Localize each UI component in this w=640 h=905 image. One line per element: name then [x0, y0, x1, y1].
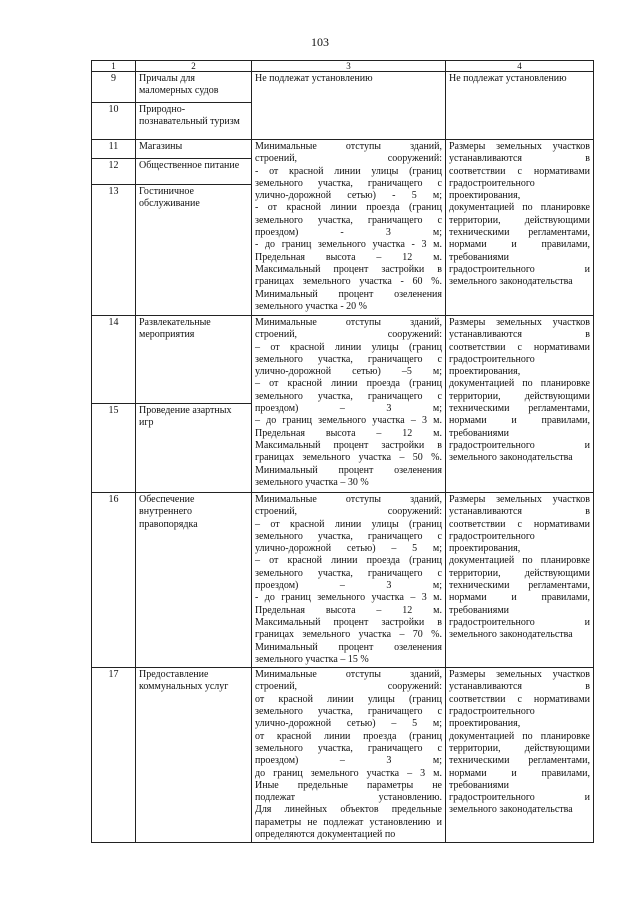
row-number: 17	[92, 668, 136, 843]
text-line: требованиями	[449, 604, 510, 616]
text-line: Максимальный процент застройки в	[255, 439, 442, 451]
row-land-size	[446, 140, 594, 316]
text-line: нормами и правилами,	[449, 592, 590, 604]
text-line: Размеры земельных участков	[449, 317, 590, 328]
text-line: требованиями	[449, 251, 510, 263]
text-line: строений, сооружений:	[255, 681, 442, 693]
text-line: проездом) – 3 м;	[255, 403, 442, 415]
land-use-table	[91, 60, 594, 843]
text-line: земельного участка, граничащего с	[255, 706, 442, 718]
text-line: Для линейных объектов предельные	[255, 804, 442, 816]
text-line: Размеры земельных участков	[449, 494, 590, 505]
text-line: границах земельного участка – 70 %.	[255, 629, 442, 641]
text-line: улично-дорожной сетью) –5 м;	[255, 366, 442, 378]
text-line: проездом) - 3 м;	[255, 227, 442, 239]
text-line: устанавливаются в	[449, 681, 590, 693]
text-line: Минимальный процент озеленения	[255, 288, 442, 300]
row-name: Причалы для маломерных судов	[136, 72, 252, 103]
text-line: Максимальный процент застройки в	[255, 263, 442, 275]
text-line: требованиями	[449, 779, 510, 791]
text-line: до границ земельного участка – 3 м.	[255, 767, 442, 779]
row-params	[252, 316, 446, 493]
text-line: документацией по планировке	[449, 730, 590, 742]
row-land-size: Не подлежат установлению	[446, 72, 594, 140]
text-line: строений, сооружений:	[255, 506, 442, 518]
text-line: градостроительного	[449, 706, 535, 718]
text-line: проектирования,	[449, 366, 521, 378]
text-line: земельного участка, граничащего с	[255, 177, 442, 189]
text-line: документацией по планировке	[449, 378, 590, 390]
text-line: градостроительного и	[449, 616, 590, 628]
text-line: устанавливаются в	[449, 329, 590, 341]
text-line: устанавливаются в	[449, 506, 590, 518]
row-land-size	[446, 316, 594, 493]
table-row	[92, 316, 594, 404]
row-name: Предоставление коммунальных услуг	[136, 668, 252, 843]
table-row	[92, 140, 594, 159]
text-line: земельного участка – 30 %	[255, 476, 369, 488]
text-line: соответствии с нормативами	[449, 165, 590, 177]
text-line: проектирования,	[449, 718, 521, 730]
text-line: земельного участка, граничащего с	[255, 214, 442, 226]
text-line: – от красной линии улицы (границ	[255, 518, 442, 530]
text-line: подлежат установлению.	[255, 792, 442, 804]
text-line: устанавливаются в	[449, 153, 590, 165]
page-number: 103	[311, 35, 329, 49]
text-line: проездом) – 3 м;	[255, 755, 442, 767]
table-row	[92, 668, 594, 843]
text-line: градостроительного	[449, 353, 535, 365]
table-header-row	[92, 61, 594, 72]
text-line: соответствии с нормативами	[449, 518, 590, 530]
text-line: земельного законодательства	[449, 804, 573, 816]
text-line: территории, действующими	[449, 742, 590, 754]
text-line: от красной линии проезда (границ	[255, 730, 442, 742]
text-line: земельного законодательства	[449, 629, 573, 641]
row-number: 12	[92, 159, 136, 185]
text-line: улично-дорожной сетью) – 5 м;	[255, 543, 442, 555]
text-line: градостроительного	[449, 530, 535, 542]
row-params	[252, 668, 446, 843]
text-line: – от красной линии проезда (границ	[255, 378, 442, 390]
row-name: Гостиничное обслуживание	[136, 185, 252, 316]
row-land-size	[446, 668, 594, 843]
text-line: территории, действующими	[449, 567, 590, 579]
text-line: территории, действующими	[449, 214, 590, 226]
text-line: земельного участка - 20 %	[255, 300, 367, 312]
row-params: Не подлежат установлению	[252, 72, 446, 140]
text-line: документацией по планировке	[449, 555, 590, 567]
row-name: Проведение азартных игр	[136, 404, 252, 493]
row-number: 14	[92, 316, 136, 404]
text-line: техническими регламентами,	[449, 580, 590, 592]
text-line: параметры не подлежат установлению и	[255, 816, 442, 828]
text-line: Максимальный процент застройки в	[255, 616, 442, 628]
text-line: - до границ земельного участка – 3 м.	[255, 592, 442, 604]
table-row	[92, 493, 594, 668]
text-line: градостроительного и	[449, 263, 590, 275]
text-line: техническими регламентами,	[449, 403, 590, 415]
text-line: градостроительного	[449, 177, 535, 189]
row-name: Развлекательные мероприятия	[136, 316, 252, 404]
text-line: Размеры земельных участков	[449, 669, 590, 681]
text-line: Минимальный процент озеленения	[255, 641, 442, 653]
text-line: нормами и правилами,	[449, 767, 590, 779]
text-line: земельного законодательства	[449, 452, 573, 464]
text-line: проектирования,	[449, 190, 521, 202]
text-line: границах земельного участка - 60 %.	[255, 276, 442, 288]
text-line: Предельная высота – 12 м.	[255, 427, 442, 439]
text-line: градостроительного и	[449, 439, 590, 451]
row-number: 16	[92, 493, 136, 668]
text-line: – от красной линии улицы (границ	[255, 341, 442, 353]
text-line: земельного участка, граничащего с	[255, 567, 442, 579]
text-line: - от красной линии улицы (границ	[255, 165, 442, 177]
header-cell: 2	[136, 61, 252, 72]
text-line: Минимальный процент озеленения	[255, 464, 442, 476]
text-line: улично-дорожной сетью) - 5 м;	[255, 190, 442, 202]
text-line: нормами и правилами,	[449, 415, 590, 427]
text-line: Предельная высота – 12 м.	[255, 251, 442, 263]
row-number: 13	[92, 185, 136, 316]
text-line: градостроительного и	[449, 792, 590, 804]
row-number: 9	[92, 72, 136, 103]
row-number: 11	[92, 140, 136, 159]
text-line: земельного участка, граничащего с	[255, 742, 442, 754]
text-line: нормами и правилами,	[449, 239, 590, 251]
text-line: проектирования,	[449, 543, 521, 555]
text-line: документацией по планировке	[449, 202, 590, 214]
text-line: строений, сооружений:	[255, 153, 442, 165]
text-line: Минимальные отступы зданий,	[255, 141, 442, 152]
text-line: техническими регламентами,	[449, 755, 590, 767]
text-line: Иные предельные параметры не	[255, 779, 442, 791]
header-cell: 3	[252, 61, 446, 72]
text-line: Минимальные отступы зданий,	[255, 317, 442, 328]
text-line: - до границ земельного участка - 3 м.	[255, 239, 442, 251]
text-line: улично-дорожной сетью) – 5 м;	[255, 718, 442, 730]
table-row	[92, 72, 594, 103]
text-line: земельного участка, граничащего с	[255, 390, 442, 402]
text-line: земельного законодательства	[449, 276, 573, 288]
text-line: – от красной линии проезда (границ	[255, 555, 442, 567]
text-line: соответствии с нормативами	[449, 341, 590, 353]
header-cell: 1	[92, 61, 136, 72]
row-land-size	[446, 493, 594, 668]
text-line: границах земельного участка – 50 %.	[255, 452, 442, 464]
text-line: строений, сооружений:	[255, 329, 442, 341]
text-line: - от красной линии проезда (границ	[255, 202, 442, 214]
text-line: Минимальные отступы зданий,	[255, 494, 442, 505]
text-line: Минимальные отступы зданий,	[255, 669, 442, 681]
text-line: Предельная высота – 12 м.	[255, 604, 442, 616]
header-cell: 4	[446, 61, 594, 72]
text-line: проездом) – 3 м;	[255, 580, 442, 592]
row-name: Магазины	[136, 140, 252, 159]
row-params	[252, 493, 446, 668]
text-line: земельного участка, граничащего с	[255, 530, 442, 542]
text-line: территории, действующими	[449, 390, 590, 402]
text-line: соответствии с нормативами	[449, 693, 590, 705]
row-name: Природно-познавательный туризм	[136, 103, 252, 140]
text-line: земельного участка, граничащего с	[255, 353, 442, 365]
row-name: Общественное питание	[136, 159, 252, 185]
text-line: от красной линии улицы (границ	[255, 693, 442, 705]
row-number: 10	[92, 103, 136, 140]
text-line: требованиями	[449, 427, 510, 439]
text-line: земельного участка – 15 %	[255, 653, 369, 665]
row-number: 15	[92, 404, 136, 493]
row-params	[252, 140, 446, 316]
text-line: – до границ земельного участка – 3 м.	[255, 415, 442, 427]
row-name: Обеспечение внутреннего правопорядка	[136, 493, 252, 668]
text-line: определяются документацией по	[255, 829, 396, 841]
text-line: Размеры земельных участков	[449, 141, 590, 152]
text-line: техническими регламентами,	[449, 227, 590, 239]
